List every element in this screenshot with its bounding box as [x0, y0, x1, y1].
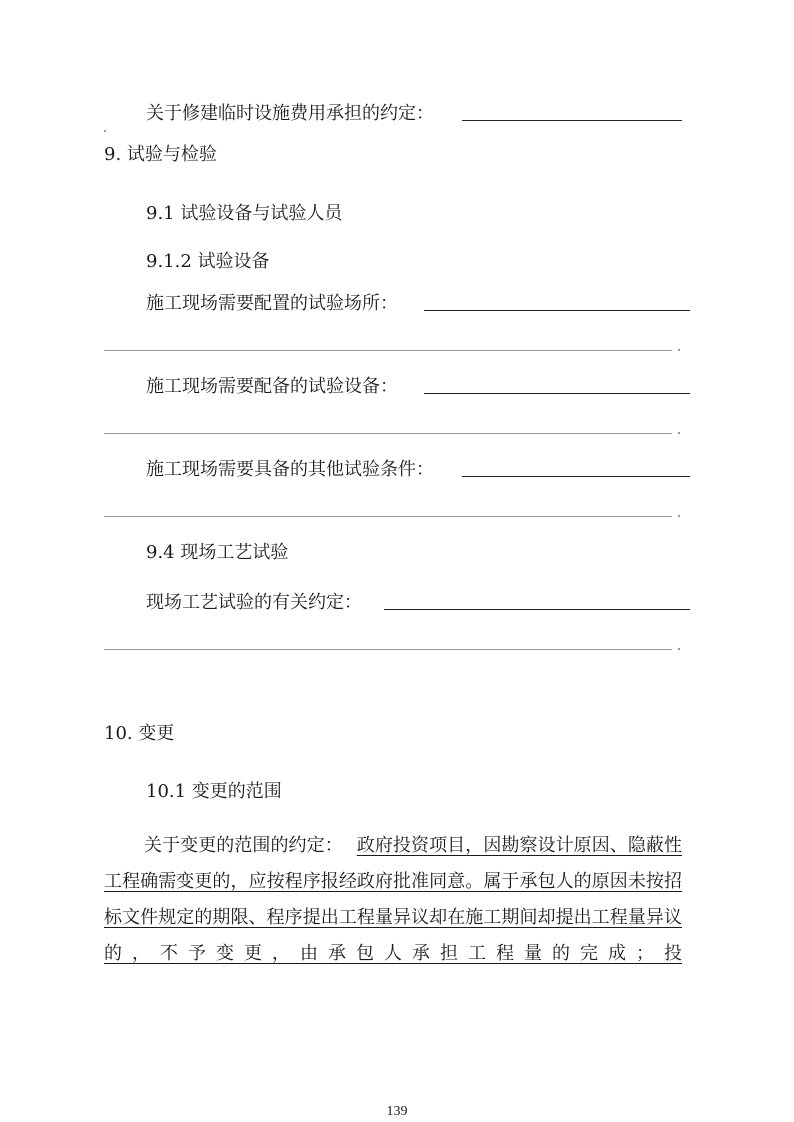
test-conditions-field[interactable]	[462, 476, 690, 477]
change-scope-paragraph	[104, 828, 682, 972]
test-equipment-label: 施工现场需要配备的试验设备：	[146, 376, 398, 397]
process-test-continuation-line[interactable]	[104, 649, 672, 650]
test-conditions-continuation-line[interactable]	[104, 516, 672, 517]
test-equipment-field[interactable]	[424, 393, 690, 394]
test-site-field[interactable]	[424, 310, 690, 311]
test-site-label: 施工现场需要配置的试验场所：	[146, 293, 398, 314]
test-conditions-label: 施工现场需要具备的其他试验条件：	[146, 459, 434, 480]
format-mark	[678, 432, 680, 434]
process-test-label: 现场工艺试验的有关约定：	[146, 592, 362, 613]
change-scope-label: 关于变更的范围的约定：	[144, 835, 343, 856]
page-number: 139	[386, 1104, 408, 1119]
section-10-1-heading: 10.1 变更的范围	[146, 781, 282, 802]
format-mark	[678, 648, 680, 650]
test-equipment-continuation-line[interactable]	[104, 433, 672, 434]
test-site-continuation-line[interactable]	[104, 350, 672, 351]
section-10-heading: 10. 变更	[104, 723, 175, 744]
section-9-1-heading: 9.1 试验设备与试验人员	[146, 203, 343, 224]
temp-facility-label: 关于修建临时设施费用承担的约定：	[146, 103, 434, 124]
format-mark	[678, 515, 680, 517]
process-test-field[interactable]	[384, 609, 690, 610]
section-9-heading: 9. 试验与检验	[104, 144, 217, 165]
format-mark	[104, 130, 106, 132]
section-9-1-2-heading: 9.1.2 试验设备	[146, 251, 270, 272]
format-mark	[678, 349, 680, 351]
temp-facility-field[interactable]	[462, 120, 682, 121]
section-9-4-heading: 9.4 现场工艺试验	[146, 542, 289, 563]
change-scope-text: 政府投资项目，因勘察设计原因、隐蔽性工程确需变更的，应按程序报经政府批准同意。属于承包人的原因未按招标文件规定的期限、程序提出工程量异议却在施工期间却提出工程量异议的，不予变更，由承包人承担工程量的完成；投	[104, 835, 683, 964]
